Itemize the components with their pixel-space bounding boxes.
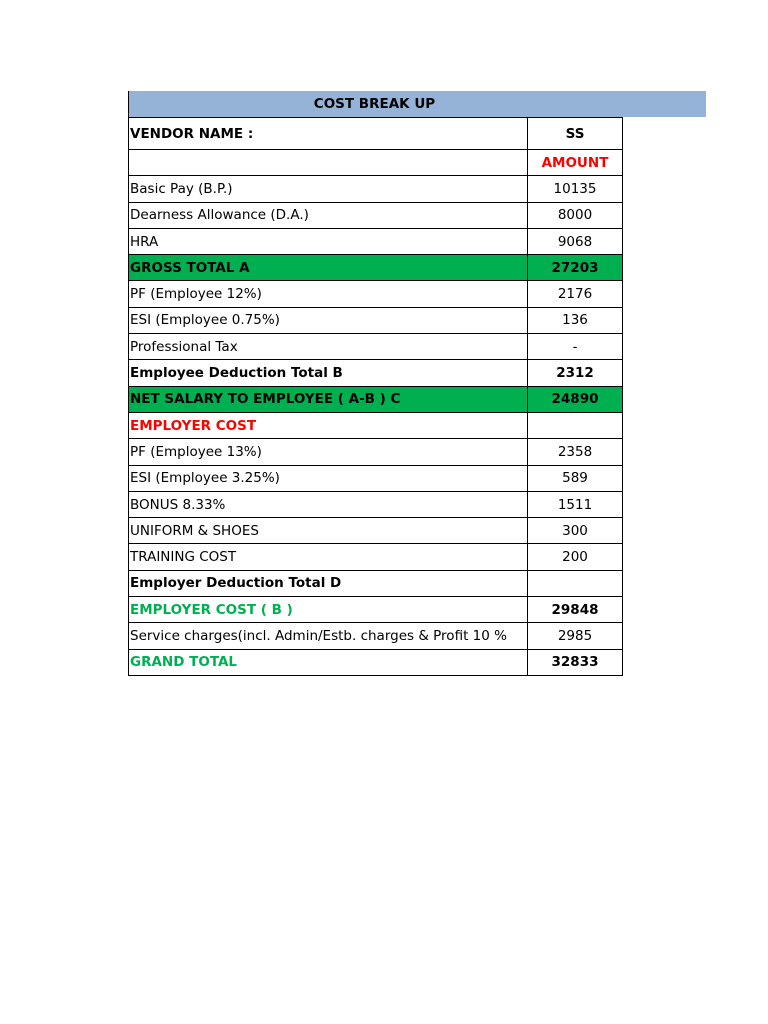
row-amount: 1511 bbox=[528, 491, 623, 517]
table-row bbox=[129, 439, 623, 465]
row-label: BONUS 8.33% bbox=[129, 491, 528, 517]
employee-deduction-amount: 2312 bbox=[528, 360, 623, 386]
employer-deduction-label: Employer Deduction Total D bbox=[129, 570, 528, 596]
gross-total-label: GROSS TOTAL A bbox=[129, 255, 528, 281]
table-row bbox=[129, 176, 623, 202]
table-row-grand-total bbox=[129, 649, 623, 675]
table-row-gross-total bbox=[129, 255, 623, 281]
cost-breakup-sheet bbox=[128, 91, 707, 676]
row-label: ESI (Employee 3.25%) bbox=[129, 465, 528, 491]
table-row-employer-deduction bbox=[129, 570, 623, 596]
table-row-vendor bbox=[129, 118, 623, 150]
grand-total-amount: 32833 bbox=[528, 649, 623, 675]
row-amount: - bbox=[528, 334, 623, 360]
gross-total-amount: 27203 bbox=[528, 255, 623, 281]
row-amount: 300 bbox=[528, 518, 623, 544]
blank-cell bbox=[129, 150, 528, 176]
net-salary-label: NET SALARY TO EMPLOYEE ( A-B ) C bbox=[129, 386, 528, 412]
row-label: UNIFORM & SHOES bbox=[129, 518, 528, 544]
table-row bbox=[129, 544, 623, 570]
row-amount bbox=[528, 412, 623, 438]
row-label: ESI (Employee 0.75%) bbox=[129, 307, 528, 333]
row-amount: 200 bbox=[528, 544, 623, 570]
employee-deduction-label: Employee Deduction Total B bbox=[129, 360, 528, 386]
table-row bbox=[129, 465, 623, 491]
service-charges-amount: 2985 bbox=[528, 623, 623, 649]
amount-header: AMOUNT bbox=[528, 150, 623, 176]
row-label: PF (Employee 12%) bbox=[129, 281, 528, 307]
table-row bbox=[129, 281, 623, 307]
employer-cost-total-amount: 29848 bbox=[528, 597, 623, 623]
cost-table bbox=[128, 117, 623, 676]
row-label: HRA bbox=[129, 228, 528, 254]
table-row bbox=[129, 334, 623, 360]
table-row-net-salary bbox=[129, 386, 623, 412]
row-amount: 9068 bbox=[528, 228, 623, 254]
row-amount: 136 bbox=[528, 307, 623, 333]
sheet-title: COST BREAK UP bbox=[128, 91, 706, 117]
table-row-employer-cost-header bbox=[129, 412, 623, 438]
employer-deduction-amount bbox=[528, 570, 623, 596]
row-amount: 2358 bbox=[528, 439, 623, 465]
vendor-name-value: SS bbox=[528, 118, 623, 150]
table-row bbox=[129, 228, 623, 254]
table-row bbox=[129, 202, 623, 228]
row-label: Professional Tax bbox=[129, 334, 528, 360]
row-amount: 10135 bbox=[528, 176, 623, 202]
row-label: Basic Pay (B.P.) bbox=[129, 176, 528, 202]
table-row-amount-header bbox=[129, 150, 623, 176]
row-amount: 8000 bbox=[528, 202, 623, 228]
table-row bbox=[129, 518, 623, 544]
row-amount: 2176 bbox=[528, 281, 623, 307]
vendor-name-label: VENDOR NAME : bbox=[129, 118, 528, 150]
table-row bbox=[129, 307, 623, 333]
table-row-employee-deduction bbox=[129, 360, 623, 386]
table-row-service-charges bbox=[129, 623, 623, 649]
table-row bbox=[129, 491, 623, 517]
employer-cost-total-label: EMPLOYER COST ( B ) bbox=[129, 597, 528, 623]
row-label: PF (Employee 13%) bbox=[129, 439, 528, 465]
service-charges-label: Service charges(incl. Admin/Estb. charges & Profit 10 % bbox=[129, 623, 528, 649]
grand-total-label: GRAND TOTAL bbox=[129, 649, 528, 675]
employer-cost-heading: EMPLOYER COST bbox=[129, 412, 528, 438]
net-salary-amount: 24890 bbox=[528, 386, 623, 412]
row-amount: 589 bbox=[528, 465, 623, 491]
row-label: TRAINING COST bbox=[129, 544, 528, 570]
row-label: Dearness Allowance (D.A.) bbox=[129, 202, 528, 228]
table-row-employer-cost-total bbox=[129, 597, 623, 623]
